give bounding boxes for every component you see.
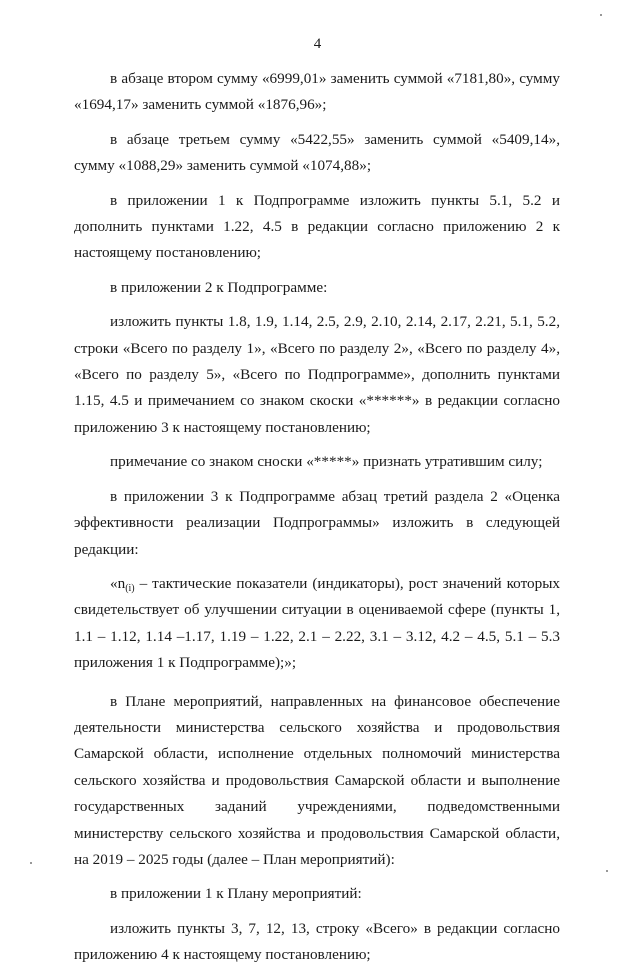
formula-quote-open: «n xyxy=(110,574,126,592)
paragraph: в приложении 3 к Подпрограмме абзац третий раздела 2 «Оценка эффективности реализации Подпрограммы» изложить в следующей редакции: xyxy=(74,487,560,558)
paragraph: изложить пункты 1.8, 1.9, 1.14, 2.5, 2.9, 2.10, 2.14, 2.17, 2.21, 5.1, 5.2, строки «Всего по разделу 1», «Всего по разделу 2», «Всего по разделу 4», «Всего по разделу 5», «Всего по Подпрограмме», дополнить пунктами 1.15, 4.5 и примечанием со знаком скоски «******» в редакции согласно приложению 3 к настоящему постановлению; xyxy=(74,313,560,436)
formula-text: – тактические показатели (индикаторы), рост значений которых свидетельствует об улучшении ситуации в оцениваемой сфере (пункты 1, 1.1 – 1.12, 1.14 –1.17, 1.19 – 1.22, 2.1 – 2.22, 3.1 – 3.12, 4.2 – 4.5, 5.1 – 5.3 приложения 1 к Подпрограмме);»; xyxy=(74,574,560,672)
formula-paragraph xyxy=(74,571,560,677)
paragraph: в приложении 1 к Подпрограмме изложить пункты 5.1, 5.2 и дополнить пунктами 1.22, 4.5 в редакции согласно приложению 2 к настоящему постановлению; xyxy=(74,191,560,262)
formula-subscript: (i) xyxy=(125,582,135,594)
document-body xyxy=(74,66,560,969)
paragraph: в абзаце третьем сумму «5422,55» заменить суммой «5409,14», сумму «1088,29» заменить суммой «1074,88»; xyxy=(74,130,560,175)
scan-speck xyxy=(600,14,602,16)
paragraph: в приложении 1 к Плану мероприятий: xyxy=(110,885,362,903)
paragraph: примечание со знаком сноски «*****» признать утратившим силу; xyxy=(110,453,543,471)
scan-speck xyxy=(606,870,608,872)
paragraph: в абзаце втором сумму «6999,01» заменить суммой «7181,80», сумму «1694,17» заменить суммой «1876,96»; xyxy=(74,70,560,114)
paragraph: в приложении 2 к Подпрограмме: xyxy=(110,278,328,296)
scan-speck xyxy=(30,862,32,864)
page-number: 4 xyxy=(313,36,322,52)
paragraph: изложить пункты 3, 7, 12, 13, строку «Всего» в редакции согласно приложению 4 к настоящему постановлению; xyxy=(74,919,560,964)
paragraph: в Плане мероприятий, направленных на финансовое обеспечение деятельности министерства сельского хозяйства и продовольствия Самарской области, исполнение отдельных полномочий министерства сельского хозяйства и продовольствия Самарской области и выполнение государственных заданий учреждениями, подведомственными министерству сельского хозяйства и продовольствия Самарской области, на 2019 – 2025 годы (далее – План мероприятий): xyxy=(74,692,560,868)
